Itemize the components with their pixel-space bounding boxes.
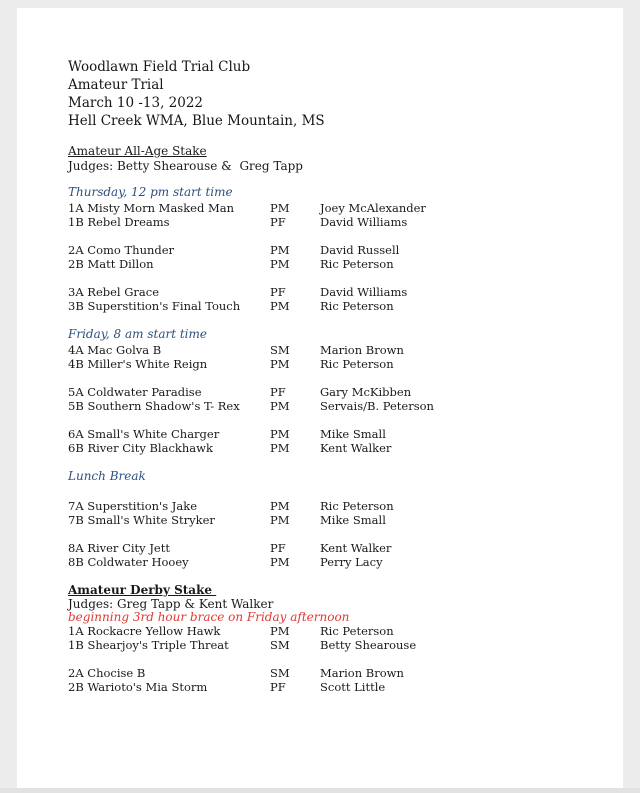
entry-number: 7A [68,499,84,513]
dog-name: Coldwater Paradise [87,385,202,399]
all-age-running-order [68,185,603,569]
entry-row [68,441,603,455]
entry-handler: Ric Peterson [320,499,394,513]
entry-sex: PM [270,201,290,215]
entry-handler: Joey McAlexander [320,201,426,215]
entry-number: 5A [68,385,84,399]
entry-row [68,285,603,299]
entry-sex: PM [270,357,290,371]
entry-number: 7B [68,513,84,527]
entry-row [68,555,603,569]
entry-handler: Ric Peterson [320,357,394,371]
dog-name: Superstition's Jake [87,499,198,513]
entry-sex: PM [270,555,290,569]
derby-schedule-note: beginning 3rd hour brace on Friday afternoon [68,610,350,624]
dog-name: River City Jett [87,541,170,555]
dog-name: Small's White Charger [87,427,220,441]
trial-name: Amateur Trial [68,77,164,93]
brace-group [68,201,603,229]
entry-number: 8A [68,541,84,555]
entry-number: 2B [68,680,84,694]
document-title-block [68,58,603,130]
entry-handler: Ric Peterson [320,257,394,271]
entry-handler: Mike Small [320,427,386,441]
entry-number: 2A [68,666,84,680]
entry-handler: Marion Brown [320,343,404,357]
entry-handler: Kent Walker [320,441,392,455]
entry-sex: PM [270,441,290,455]
entry-sex: PF [270,680,286,694]
entry-name-cell [68,399,270,413]
entry-sex: PM [270,427,290,441]
dog-name: Superstition's Final Touch [87,299,241,313]
entry-number: 4B [68,357,84,371]
stake-section [68,185,603,313]
entry-name-cell [68,638,270,652]
brace-group [68,285,603,313]
entry-row [68,499,603,513]
all-age-stake-header [68,144,603,174]
entry-number: 1B [68,215,84,229]
entry-name-cell [68,385,270,399]
entry-name-cell [68,285,270,299]
section-heading: Friday, 8 am start time [68,327,207,341]
entry-number: 2A [68,243,84,257]
entry-sex: SM [270,666,290,680]
entry-handler: Kent Walker [320,541,392,555]
entry-sex: PM [270,499,290,513]
entry-handler: Ric Peterson [320,299,394,313]
entry-name-cell [68,243,270,257]
entry-number: 1A [68,624,84,638]
entry-sex: PM [270,513,290,527]
entry-handler: Gary McKibben [320,385,412,399]
dog-name: Southern Shadow's T- Rex [87,399,240,413]
entry-row [68,215,603,229]
entry-sex: PF [270,541,286,555]
entry-handler: Mike Small [320,513,386,527]
club-name: Woodlawn Field Trial Club [68,59,251,75]
brace-group [68,666,603,694]
derby-running-order [68,624,603,694]
stake-section [68,469,603,569]
entry-number: 3B [68,299,84,313]
page-bottom-edge [0,788,640,793]
derby-stake-title: Amateur Derby Stake [68,583,217,597]
brace-group [68,499,603,527]
entry-row [68,243,603,257]
dog-name: Shearjoy's Triple Threat [87,638,229,652]
entry-sex: PF [270,215,286,229]
entry-name-cell [68,666,270,680]
entry-number: 1A [68,201,84,215]
entry-name-cell [68,427,270,441]
entry-name-cell [68,441,270,455]
entry-handler: Servais/B. Peterson [320,399,434,413]
entry-name-cell [68,499,270,513]
entry-sex: PM [270,299,290,313]
dog-name: Miller's White Reign [87,357,208,371]
entry-handler: Scott Little [320,680,386,694]
entry-name-cell [68,357,270,371]
entry-number: 4A [68,343,84,357]
entry-number: 6B [68,441,84,455]
derby-stake-header [68,583,603,624]
section-heading: Thursday, 12 pm start time [68,185,233,199]
entry-name-cell [68,299,270,313]
entry-row [68,666,603,680]
entry-sex: SM [270,638,290,652]
entry-handler: David Williams [320,215,408,229]
entry-row [68,513,603,527]
entry-name-cell [68,257,270,271]
section-heading: Lunch Break [68,469,146,483]
entry-name-cell [68,343,270,357]
entry-number: 6A [68,427,84,441]
entry-handler: Betty Shearouse [320,638,417,652]
entry-row [68,399,603,413]
entry-row [68,427,603,441]
entry-name-cell [68,541,270,555]
entry-sex: PM [270,399,290,413]
entry-handler: David Williams [320,285,408,299]
trial-dates: March 10 -13, 2022 [68,95,204,111]
entry-name-cell [68,624,270,638]
entry-number: 5B [68,399,84,413]
entry-name-cell [68,513,270,527]
dog-name: Warioto's Mia Storm [87,680,208,694]
entry-row [68,638,603,652]
entry-row [68,343,603,357]
entry-row [68,624,603,638]
trial-location: Hell Creek WMA, Blue Mountain, MS [68,113,325,129]
entry-handler: Marion Brown [320,666,404,680]
entry-number: 3A [68,285,84,299]
dog-name: Rebel Grace [87,285,160,299]
entry-handler: David Russell [320,243,400,257]
entry-sex: SM [270,343,290,357]
brace-group [68,343,603,371]
entry-row [68,257,603,271]
stake-section [68,327,603,455]
entry-number: 8B [68,555,84,569]
entry-sex: PM [270,243,290,257]
brace-group [68,243,603,271]
entry-sex: PF [270,285,286,299]
dog-name: Como Thunder [87,243,175,257]
dog-name: Mac Golva B [87,343,162,357]
entry-name-cell [68,680,270,694]
dog-name: Small's White Stryker [87,513,215,527]
all-age-judges: Judges: Betty Shearouse & Greg Tapp [68,159,303,173]
entry-number: 2B [68,257,84,271]
dog-name: Rebel Dreams [87,215,170,229]
entry-number: 1B [68,638,84,652]
entry-row [68,680,603,694]
dog-name: Chocise B [87,666,146,680]
dog-name: Misty Morn Masked Man [87,201,235,215]
entry-row [68,299,603,313]
entry-row [68,541,603,555]
brace-group [68,385,603,413]
entry-row [68,385,603,399]
entry-sex: PM [270,624,290,638]
dog-name: River City Blackhawk [87,441,213,455]
entry-sex: PM [270,257,290,271]
entry-row [68,357,603,371]
brace-group [68,624,603,652]
entry-row [68,201,603,215]
entry-sex: PF [270,385,286,399]
document-page [17,8,623,788]
entry-name-cell [68,555,270,569]
entry-name-cell [68,215,270,229]
dog-name: Rockacre Yellow Hawk [87,624,221,638]
brace-group [68,427,603,455]
entry-handler: Perry Lacy [320,555,383,569]
derby-judges: Judges: Greg Tapp & Kent Walker [68,597,274,611]
all-age-stake-title: Amateur All-Age Stake [68,144,207,158]
entry-name-cell [68,201,270,215]
dog-name: Matt Dillon [87,257,154,271]
brace-group [68,541,603,569]
dog-name: Coldwater Hooey [87,555,189,569]
entry-handler: Ric Peterson [320,624,394,638]
